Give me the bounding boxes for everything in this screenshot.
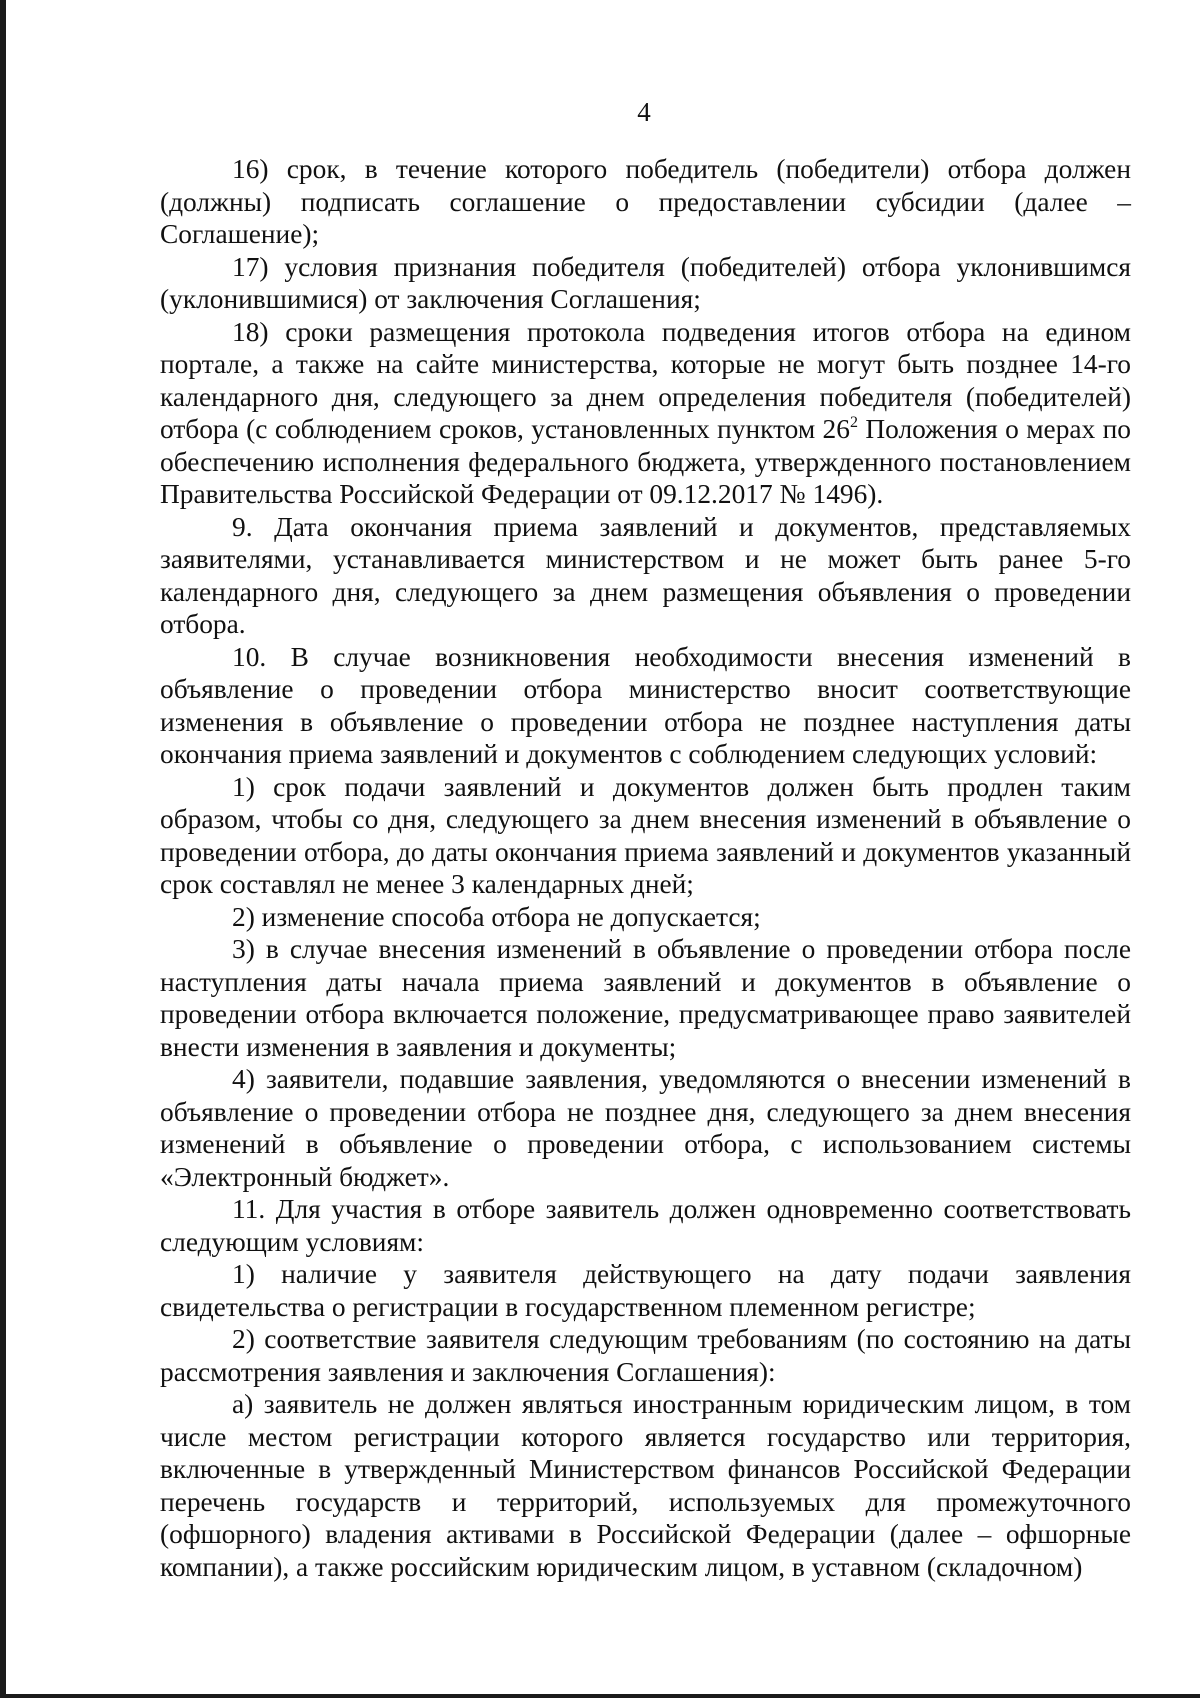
scan-edge-bottom [0, 1694, 1200, 1698]
paragraph-item-17: 17) условия признания победителя (победителей) отбора уклонившимся (уклонившимися) от заключения Соглашения; [160, 251, 1131, 314]
paragraph-item-18-text: 18) сроки размещения протокола подведения итогов отбора на едином портале, а также на сайте министерства, которые не могут быть позднее 14-го календарного дня, следующего за днем определения победителя (победителей) отбора (с соблюдением сроков, установленных пунктом 26 [160, 316, 1131, 444]
page-number: 4 [637, 97, 651, 127]
scan-edge-left [0, 0, 6, 1698]
document-body [160, 153, 1131, 1583]
paragraph-clause-10: 10. В случае возникновения необходимости внесения изменений в объявление о проведении отбора министерство вносит соответствующие изменения в объявление о проведении отбора не позднее наступления даты окончания приема заявлений и документов с соблюдением следующих условий: [160, 641, 1131, 769]
paragraph-clause-11-item-1: 1) наличие у заявителя действующего на дату подачи заявления свидетельства о регистрации в государственном племенном регистре; [160, 1259, 1131, 1322]
paragraph-clause-10-item-1: 1) срок подачи заявлений и документов должен быть продлен таким образом, чтобы со дня, следующего за днем внесения изменений в объявление о проведении отбора, до даты окончания приема заявлений и документов указанный срок составлял не менее 3 календарных дней; [160, 771, 1131, 899]
paragraph-clause-11-item-2: 2) соответствие заявителя следующим требованиям (по состоянию на даты рассмотрения заявления и заключения Соглашения): [160, 1324, 1131, 1387]
paragraph-clause-10-item-2: 2) изменение способа отбора не допускается; [232, 901, 761, 932]
paragraph-item-18 [160, 316, 1131, 511]
paragraph-clause-9: 9. Дата окончания приема заявлений и документов, представляемых заявителями, устанавливается министерством и не может быть ранее 5-го календарного дня, следующего за днем размещения объявления о проведении отбора. [160, 511, 1131, 639]
paragraph-clause-11: 11. Для участия в отборе заявитель должен одновременно соответствовать следующим условиям: [160, 1194, 1131, 1257]
paragraph-item-18-text-cont: Положения о мерах по обеспечению исполнения федерального бюджета, утвержденного постановлением Правительства Российской Федерации от 09.12.2017 № 1496). [160, 414, 1131, 509]
paragraph-clause-10-item-3: 3) в случае внесения изменений в объявление о проведении отбора после наступления даты начала приема заявлений и документов в объявление о проведении отбора включается положение, предусматривающее право заявителей внести изменения в заявления и документы; [160, 934, 1131, 1062]
paragraph-item-16: 16) срок, в течение которого победитель (победители) отбора должен (должны) подписать соглашение о предоставлении субсидии (далее – Соглашение); [160, 154, 1131, 249]
paragraph-clause-10-item-4: 4) заявители, подавшие заявления, уведомляются о внесении изменений в объявление о проведении отбора не позднее дня, следующего за днем внесения изменений в объявление о проведении отбора, с использованием системы «Электронный бюджет». [160, 1064, 1131, 1192]
superscript: 2 [849, 414, 858, 431]
paragraph-clause-11-item-2a: а) заявитель не должен являться иностранным юридическим лицом, в том числе местом регистрации которого является государство или территория, включенные в утвержденный Министерством финансов Российской Федерации перечень государств и территорий, используемых для промежуточного (офшорного) владения активами в Российской Федерации (далее – офшорные компании), а также российским юридическим лицом, в уставном (складочном) [160, 1389, 1131, 1582]
